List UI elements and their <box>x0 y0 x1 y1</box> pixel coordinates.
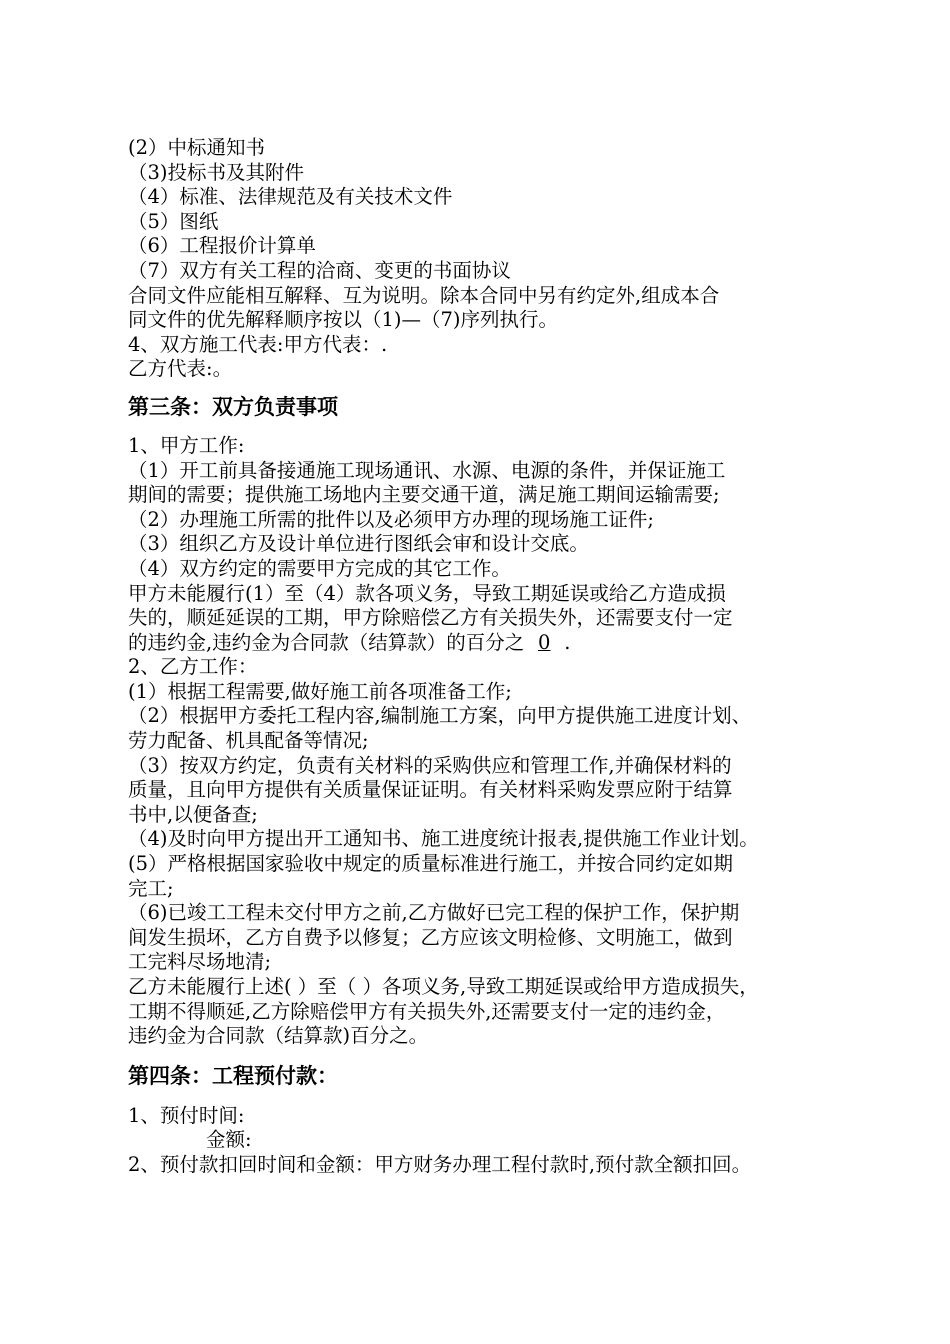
text-line: (2）中标通知书 <box>128 136 266 159</box>
text-line: 乙方未能履行上述( ）至（ ）各项义务,导致工期延误或给甲方造成损失， <box>128 975 759 998</box>
text-line: （5）图纸 <box>128 209 219 233</box>
text-line: （3）组织乙方及设计单位进行图纸会审和设计交底。 <box>128 532 589 556</box>
text-line: (5）严格根据国家验收中规定的质量标准进行施工，并按合同约定如期 <box>128 852 734 876</box>
text-line: （2）根据甲方委托工程内容,编制施工方案，向甲方提供施工进度计划、 <box>128 704 752 728</box>
text-line: （7）双方有关工程的洽商、变更的书面协议 <box>128 258 511 282</box>
text-line: 乙方代表:。 <box>128 357 233 381</box>
text-line: 1、甲方工作: <box>128 433 245 457</box>
contract-documents-list <box>128 136 828 382</box>
text-line: （4)及时向甲方提出开工通知书、施工进度统计报表,提供施工作业计划。 <box>128 827 759 851</box>
text-line: （1）开工前具备接通施工现场通讯、水源、电源的条件，并保证施工 <box>128 458 726 482</box>
text-line: 失的，顺延延误的工期，甲方除赔偿乙方有关损失外，还需要支付一定 <box>128 606 733 630</box>
party-b-duties <box>128 655 828 1049</box>
penalty-suffix: . <box>564 630 571 654</box>
penalty-text: 的违约金,违约金为合同款（结算款）的百分之 <box>128 630 525 654</box>
section-heading-article-4: 第四条：工程预付款： <box>128 1063 338 1088</box>
text-line: 甲方未能履行(1）至（4）款各项义务，导致工期延误或给乙方造成损 <box>128 581 726 605</box>
text-line: 完工; <box>128 876 174 900</box>
section-heading-article-3: 第三条：双方负责事项 <box>128 394 338 419</box>
text-line: 2、乙方工作： <box>128 655 258 679</box>
text-line: 间发生损坏，乙方自费予以修复；乙方应该文明检修、文明施工，做到 <box>128 925 733 949</box>
penalty-percent-blank: 0 <box>537 630 551 654</box>
prepay-deduct-line: 2、预付款扣回时间和金额：甲方财务办理工程付款时,预付款全额扣回。 <box>128 1152 752 1176</box>
text-line: 质量，且向甲方提供有关质量保证证明。有关材料采购发票应附于结算 <box>128 778 733 802</box>
party-a-penalty-line <box>128 631 828 656</box>
text-line: 工期不得顺延,乙方除赔偿甲方有关损失外,还需要支付一定的违约金， <box>128 999 726 1023</box>
text-line: (1）根据工程需要,做好施工前各项准备工作; <box>128 679 512 703</box>
prepay-amount-label: 金额: <box>206 1128 252 1152</box>
document-body <box>128 136 828 1178</box>
text-line: （6)已竣工工程未交付甲方之前,乙方做好已完工程的保护工作，保护期 <box>128 901 740 925</box>
text-line: （2）办理施工所需的批件以及必须甲方办理的现场施工证件; <box>128 507 654 531</box>
text-line: （3)投标书及其附件 <box>128 160 305 184</box>
text-line: 期间的需要；提供施工场地内主要交通干道，满足施工期间运输需要; <box>128 483 720 507</box>
text-line: 书中,以便备查; <box>128 802 258 826</box>
text-line: （6）工程报价计算单 <box>128 234 316 258</box>
text-line: 违约金为合同款（结算款)百分之。 <box>128 1024 429 1048</box>
prepay-time-label: 1、预付时间: <box>128 1103 245 1127</box>
text-line: （4）标准、法律规范及有关技术文件 <box>128 185 453 209</box>
text-line: （3）按双方约定，负责有关材料的采购供应和管理工作,并确保材料的 <box>128 753 732 777</box>
text-line: （4）双方约定的需要甲方完成的其它工作。 <box>128 556 511 580</box>
text-line: 同文件的优先解释顺序按以（1)—（7)序列执行。 <box>128 308 559 332</box>
text-line: 工完料尽场地清; <box>128 950 272 974</box>
text-line: 合同文件应能相互解释、互为说明。除本合同中另有约定外,组成本合 <box>128 283 720 307</box>
text-line: 劳力配备、机具配备等情况; <box>128 729 369 753</box>
party-a-duties <box>128 434 828 631</box>
text-line: 4、双方施工代表:甲方代表：. <box>128 332 388 356</box>
